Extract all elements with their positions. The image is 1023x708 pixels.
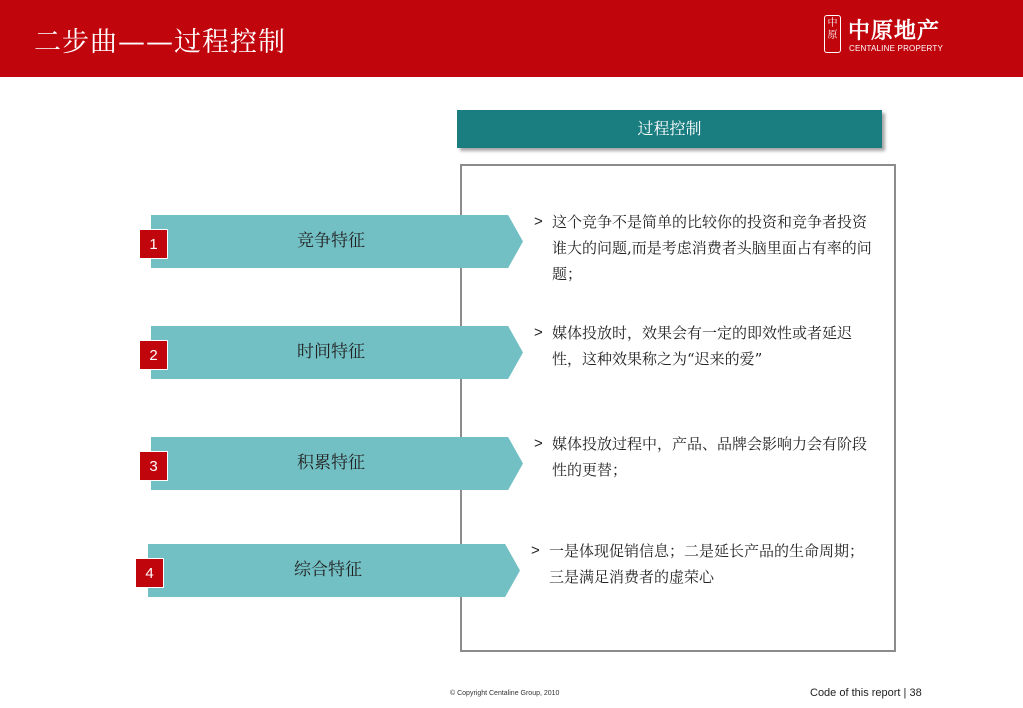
- item-description-2: [534, 320, 874, 372]
- description-text-4: 一是体现促销信息；二是延长产品的生命周期；三是满足消费者的虚荣心: [549, 542, 865, 586]
- description-text-2: 媒体投放时，效果会有一定的即效性或者延迟性，这种效果称之为“迟来的爱”: [552, 324, 853, 368]
- description-text-3: 媒体投放过程中，产品、品牌会影响力会有阶段性的更替；: [552, 435, 868, 479]
- header-bar: [0, 0, 1023, 77]
- item-label-2: 时间特征: [297, 342, 365, 362]
- bullet-marker-icon: >: [534, 324, 543, 341]
- item-description-3: [534, 431, 874, 483]
- item-label-1: 竞争特征: [297, 231, 365, 251]
- number-badge-4: 4: [135, 558, 164, 588]
- number-badge-3: 3: [139, 451, 168, 481]
- item-description-1: [534, 209, 874, 287]
- bullet-marker-icon: >: [534, 435, 543, 452]
- logo-name-cn: 中原地产: [848, 19, 941, 44]
- item-label-4: 综合特征: [294, 560, 362, 580]
- logo-name-en: CENTALINE PROPERTY: [849, 44, 943, 53]
- bullet-marker-icon: >: [534, 213, 543, 230]
- number-badge-1: 1: [139, 229, 168, 259]
- description-text-1: 这个竞争不是简单的比较你的投资和竞争者投资谁大的问题,而是考虑消费者头脑里面占有率的问题；: [552, 213, 872, 283]
- page-title: 二步曲——过程控制: [34, 27, 286, 58]
- footer-page-code: Code of this report | 38: [810, 687, 922, 699]
- logo-mark-icon: 中原: [824, 15, 841, 53]
- number-badge-2: 2: [139, 340, 168, 370]
- item-description-4: [531, 538, 871, 590]
- panel-title: 过程控制: [457, 110, 882, 148]
- bullet-marker-icon: >: [531, 542, 540, 559]
- footer-copyright: © Copyright Centaline Group, 2010: [450, 690, 560, 697]
- item-label-3: 积累特征: [297, 453, 365, 473]
- centaline-logo: [824, 15, 964, 59]
